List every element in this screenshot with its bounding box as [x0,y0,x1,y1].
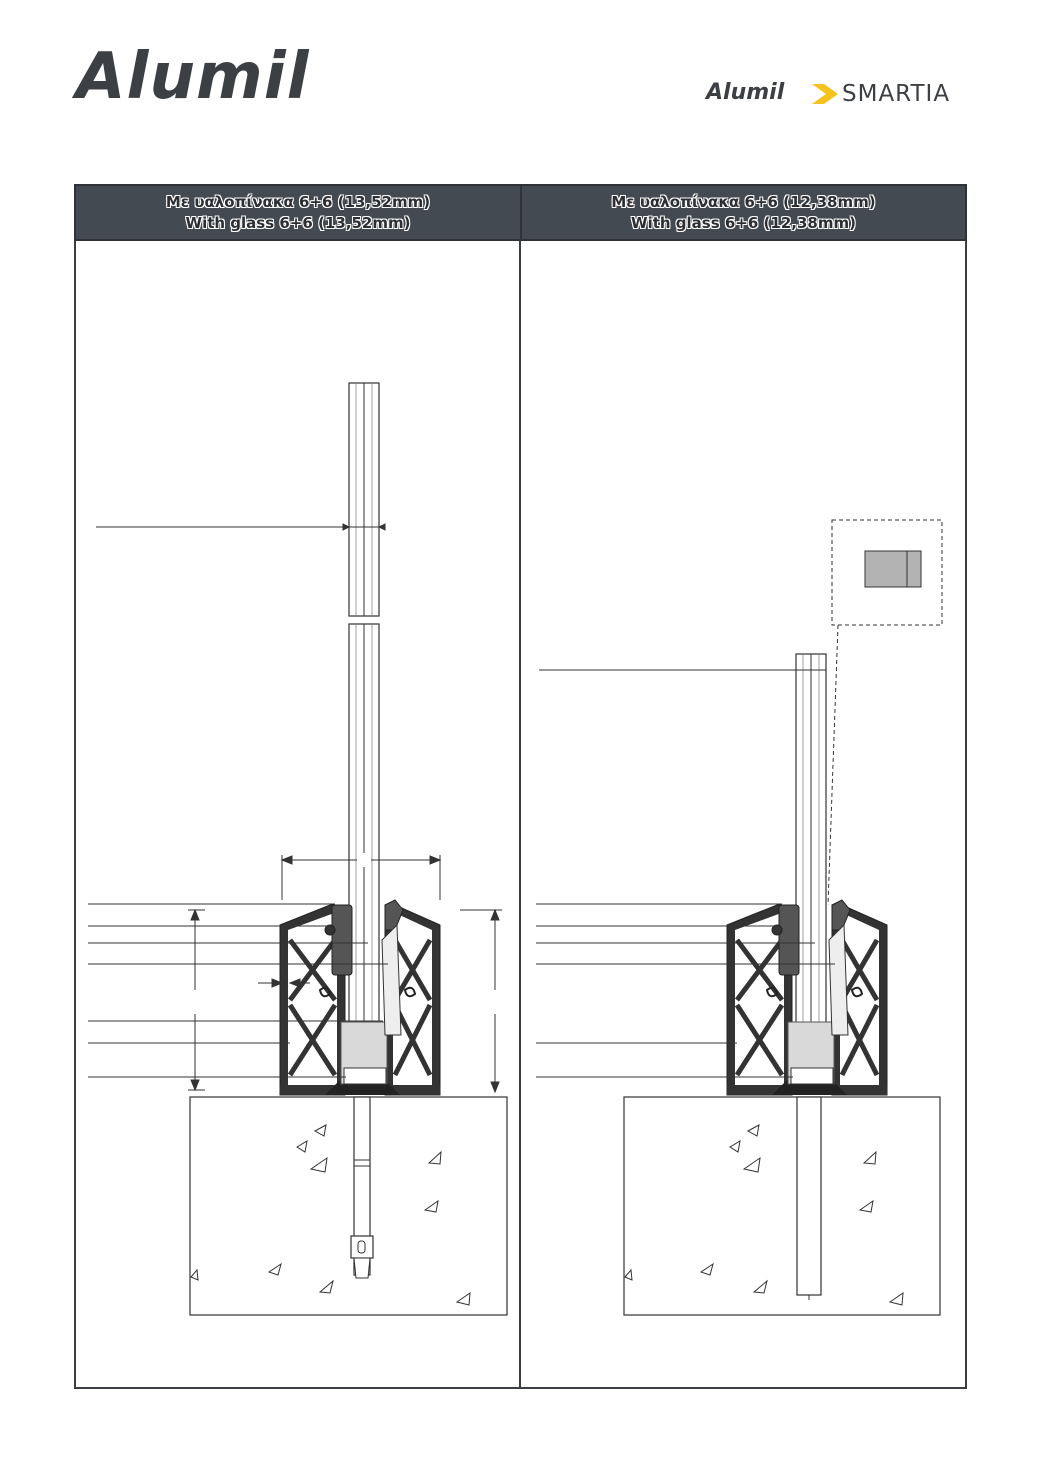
concrete-slab [624,1097,940,1315]
small-logo-brand: Alumil [706,80,785,105]
detail-callout [828,520,942,905]
threaded-rod [797,1097,821,1300]
column-title-en: With glass 6+6 (13,52mm) [185,213,411,232]
glass-panel [788,654,834,1084]
column-title-gr: Με υαλοπίνακα 6+6 (13,52mm) [165,192,431,211]
alumil-logo-text: Alumil [76,40,310,114]
left-section-drawing [88,383,507,1315]
glass-panel [341,383,387,1084]
column-title-gr: Με υαλοπίνακα 6+6 (12,38mm) [611,192,876,211]
anchor-bolt [351,1097,373,1278]
right-section-drawing [536,520,942,1315]
column-title-en: With glass 6+6 (12,38mm) [631,213,856,232]
concrete-slab [190,1097,507,1315]
small-logo-product: SMARTIA [842,81,951,107]
